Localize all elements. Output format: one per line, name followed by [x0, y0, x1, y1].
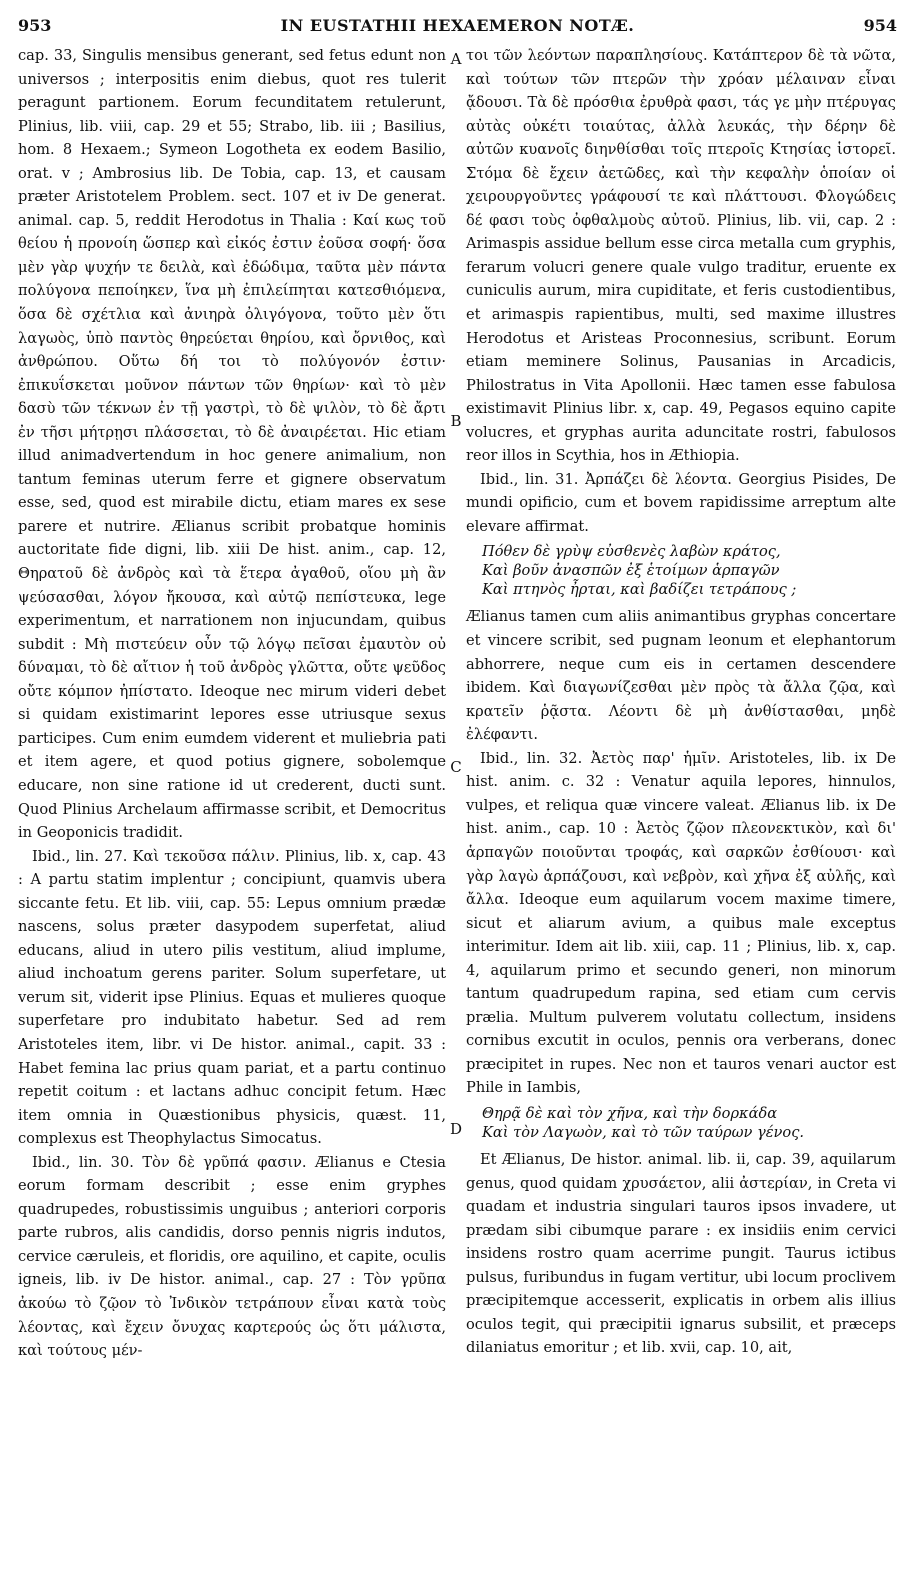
verse-line: Καὶ βοῦν ἀνασπῶν ἐξ ἑτοίμων ἁρπαγῶν [482, 562, 780, 580]
margin-marker-a: A [450, 50, 462, 68]
left-paragraph-3: Ibid., lin. 30. Τὸν δὲ γρῦπά φασιν. Ælianus e Ctesia eorum formam describit ; esse enim gryphes quadrupedes, robustissimis unguibus ; anteriori corporis parte rubros, alis candidis, dorso pennis nigris indutos, cervice cæruleis, et floridis, ore aquilino, et capite, oculis igneis, lib. iv De histor. animal., cap. 27 : Τὸν γρῦπα ἀκούω τὸ ζῷον τὸ Ἰνδικὸν τετράπουν εἶναι κατὰ τοὺς λέοντας, καὶ ἔχειν ὄνυχας καρτερούς ὡς ὅτι μάλιστα, καὶ τούτους μέν- [18, 1153, 446, 1360]
verse-block-2 [482, 1104, 896, 1142]
right-paragraph-3: Ælianus tamen cum aliis animantibus gryphas concertare et vincere scribit, sed pugnam leonum et elephantorum abhorrere, neque cum eis in certamen descendere ibidem. Καὶ διαγωνίζεσθαι μὲν πρὸς τὰ ἄλλα ζῷα, καὶ κρατεῖν ῥᾷστα. Λέοντι δὲ μὴ ἀνθίστασθαι, μηδὲ ἐλέφαντι. [466, 608, 896, 744]
right-paragraph-1: τοι τῶν λεόντων παραπλησίους. Κατάπτερον δὲ τὰ νῶτα, καὶ τούτων τῶν πτερῶν τὴν χρόαν μέλαιναν εἶναι ᾄδουσι. Τὰ δὲ πρόσθια ἐρυθρὰ φασι, τάς γε μὴν πτέρυγας αὐτὰς οὐκέτι τοιαύτας, ἀλλὰ λευκάς, τὴν δέρην δὲ αὐτῶν κυανοῖς διηνθίσθαι τοῖς πτεροῖς Κτησίας ἱστορεῖ. Στόμα δὲ ἔχειν ἀετῶδες, καὶ τὴν κεφαλὴν ὁποίαν οἱ χειρουργοῦντες γράφουσί τε καὶ πλάττουσι. Φλογώδεις δέ φασι τοὺς ὀφθαλμοὺς αὐτοῦ. Plinius, lib. vii, cap. 2 : Arimaspis assidue bellum esse circa metalla cum gryphis, ferarum volucri genere quale vulgo traditur, eruente ex cuniculis aurum, mira cupiditate, et feris custodientibus, et arimaspis rapientibus, multi, sed maxime illustres Herodotus et Aristeas Proconnesius, scribunt. Eorum etiam meminere Solinus, Pausanias in Arcadicis, Philostratus in Vita Apollonii. Hæc tamen esse fabulosa existimavit Plinius libr. x, cap. 49, Pegasos equino capite volucres, et gryphas aurita aduncitate rostri, fabulosos reor illos in Scythia, hos in Æthiopia. [466, 47, 896, 465]
left-column [18, 44, 446, 1363]
verse-block-1 [482, 542, 896, 599]
right-paragraph-4: Ibid., lin. 32. Ἀετὸς παρ' ἡμῖν. Aristoteles, lib. ix De hist. anim. c. 32 : Venatur aquila lepores, hinnulos, vulpes, et reliqua quæ vincere valeat. Ælianus lib. ix De hist. anim., cap. 10 : Ἀετὸς ζῷον πλεονεκτικὸν, καὶ δι' ἁρπαγῶν ποιοῦνται τροφάς, καὶ σαρκῶν ἐσθίουσι· καὶ γὰρ λαγὼ ἁρπάζουσι, καὶ νεβρὸν, καὶ χῆνα ἐξ αὐλῆς, καὶ ἄλλα. Ideoque eum aquilarum vocem maxime timere, sicut et aliarum avium, a quibus male exceptus interimitur. Idem ait lib. xiii, cap. 11 ; Plinius, lib. x, cap. 4, aquilarum primo et secundo generi, non minorum tantum quadrupedum rapina, sed etiam cum cervis prælia. Multum pulverem volutatu collectum, insidens cornibus excutit in oculos, pennis ora verberans, donec præcipitet in rupes. Nec non et tauros venari auctor est Phile in Iambis, [466, 749, 896, 1097]
verse-line: Θηρᾷ δὲ καὶ τὸν χῆνα, καὶ τὴν δορκάδα [482, 1104, 778, 1122]
page-header [18, 16, 897, 38]
running-title: IN EUSTATHII HEXAEMERON NOTÆ. [280, 16, 635, 35]
verse-line: Καὶ πτηνὸς ἦρται, καὶ βαδίζει τετράπους ; [482, 581, 797, 599]
verse-line: Καὶ τὸν Λαγωὸν, καὶ τὸ τῶν ταύρων γένος. [482, 1123, 805, 1141]
page-number-left: 953 [18, 16, 52, 35]
right-paragraph-2: Ibid., lin. 31. Ἀρπάζει δὲ λέοντα. Georgius Pisides, De mundi opificio, cum et bovem rapidissime arreptum alte elevare affirmat. [466, 470, 896, 535]
right-paragraph-5: Et Ælianus, De histor. animal. lib. ii, cap. 39, aquilarum genus, quod quidam χρυσάετον, alii ἀστερίαν, in Creta vi quadam et industria singulari tauros ipsos invadere, ut prædam sibi cibumque parare : ex insidiis enim cervici insidens rostro quam acerrime pungit. Taurus ictibus pulsus, furibundus in fugam vertitur, ubi locum proclivem præcipitemque accesserit, explicatis in orbem alis illius oculos tegit, qui præcipitii ignarus subsilit, et præceps dilaniatus emoritur ; et lib. xvii, cap. 10, ait, [466, 1150, 896, 1357]
margin-marker-d: D [449, 1120, 463, 1138]
right-column [466, 44, 896, 1360]
verse-line: Πόθεν δὲ γρὺψ εὐσθενὲς λαβὼν κράτος, [482, 543, 781, 561]
left-paragraph-2: Ibid., lin. 27. Καὶ τεκοῦσα πάλιν. Plinius, lib. x, cap. 43 : A partu statim implentur ; concipiunt, quamvis ubera siccante fetu. Et lib. viii, cap. 55: Lepus omnium prædæ nascens, solus præter dasypodem superfetat, aliud educans, aliud in utero pilis vestitum, aliud implume, aliud inchoatum gerens pariter. Solum superfetare, ut verum sit, viderit ipse Plinius. Equas et mulieres quoque superfetare pro indubitato habetur. Sed ad rem Aristoteles item, libr. vi De histor. animal., capit. 33 : Habet femina lac prius quam pariat, et a partu continuo repetit coitum : et lactans adhuc concipit fetum. Hæc item omnia in Quæstionibus physicis, quæst. 11, complexus est Theophylactus Simocatus. [18, 847, 446, 1148]
margin-marker-b: B [450, 412, 462, 430]
margin-marker-c: C [450, 758, 462, 776]
left-paragraph-1: cap. 33, Singulis mensibus generant, sed fetus edunt non universos ; interpositis enim diebus, quot res tulerit peragunt partionem. Eorum fecunditatem retulerunt, Plinius, lib. viii, cap. 29 et 55; Strabo, lib. iii ; Basilius, hom. 8 Hexaem.; Symeon Logotheta ex eodem Basilio, orat. v ; Ambrosius lib. De Tobia, cap. 13, et causam præter Aristotelem Problem. sect. 107 et iv De generat. animal. cap. 5, reddit Herodotus in Thalia : Καί κως τοῦ θείου ἡ προνοίη ὥσπερ καὶ εἰκός ἐστιν ἐοῦσα σοφή· ὅσα μὲν γὰρ ψυχήν τε δειλὰ, καὶ ἐδώδιμα, ταῦτα μὲν πάντα πολύγονα πεποίηκεν, ἵνα μὴ ἐπιλείπηται κατεσθιόμενα, ὅσα δὲ σχέτλια καὶ ἀνιηρὰ ὀλιγόγονα, τοῦτο μὲν ὅτι λαγωὸς, ὑπὸ παντὸς θηρεύεται θηρίου, καὶ ὄρνιθος, καὶ ἀνθρώπου. Οὕτω δή τοι τὸ πολύγονόν ἐστιν· ἐπικυΐσκεται μοῦνον πάντων τῶν θηρίων· καὶ τὸ μὲν δασὺ τῶν τέκνων ἐν τῇ γαστρὶ, τὸ δὲ ψιλὸν, τὸ δὲ ἄρτι ἐν τῆσι μήτρῃσι πλάσσεται, τὸ δὲ ἀναιρέεται. Hic etiam illud animadvertendum in hoc genere animalium, non tantum feminas uterum ferre et gignere observatum esse, sed, quod est mirabile dictu, etiam mares ex sese parere et nutrire. Ælianus scribit probatque hominis auctoritate fide digni, lib. xiii De hist. anim., cap. 12, Θηρατοῦ δὲ ἀνδρὸς καὶ τὰ ἕτερα ἀγαθοῦ, οἵου μὴ ἂν ψεύσασθαι, λόγον ἤκουσα, καὶ αὐτῷ πεπίστευκα, lege experimentum, et narrationem non injucundam, quibus subdit : Μὴ πιστεύειν οὖν τῷ λόγῳ πεῖσαι ἐμαυτὸν οὐ δύναμαι, τὸ δὲ αἴτιον ἡ τοῦ ἀνδρὸς γλῶττα, οὔτε ψεῦδος οὔτε κόμπον ἠπίστατο. Ideoque nec mirum videri debet si quidam existimarint lepores esse utriusque sexus participes. Cum enim eumdem viderent et muliebria pati et item agere, et quod potius gignere, sobolemque educare, non sine ratione id ut crederent, ducti sunt. Quod Plinius Archelaum affirmasse scribit, et Democritus in Geoponicis tradidit. [18, 47, 446, 842]
page-number-right: 954 [863, 16, 897, 35]
